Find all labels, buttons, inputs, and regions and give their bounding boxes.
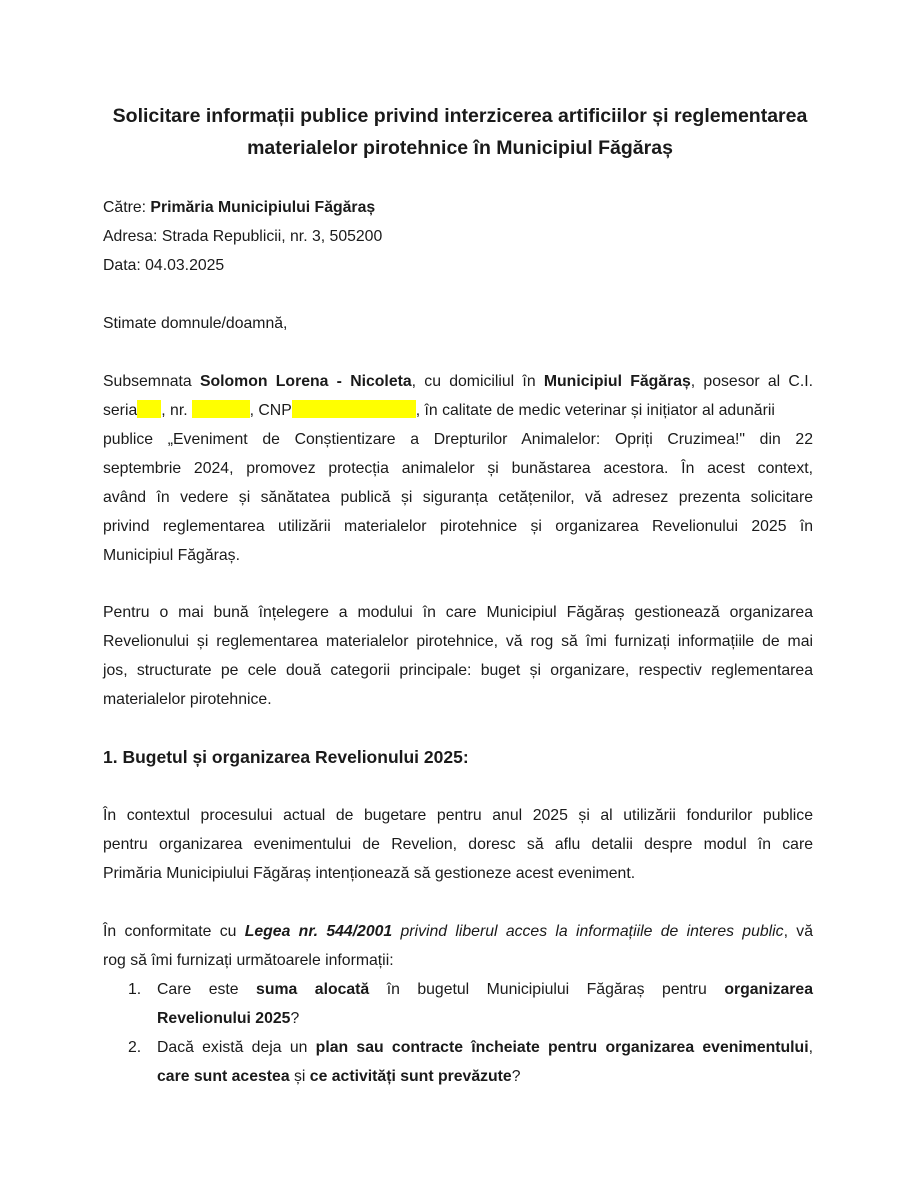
recipient-name: Primăria Municipiului Făgăraș	[150, 199, 376, 216]
intro-line-6: privind reglementarea utilizării materialelor pirotehnice și organizarea Revelionului 2025 în	[103, 518, 813, 535]
list-item-1-line-1: Care este suma alocată în bugetul Municipiului Făgăraș pentru organizarea	[157, 981, 813, 998]
greeting: Stimate domnule/doamnă,	[103, 315, 288, 332]
list-item-1-line-2: Revelionului 2025?	[157, 1010, 300, 1027]
address-line: Adresa: Strada Republicii, nr. 3, 505200	[103, 228, 383, 245]
section1-p1-line-3: Primăria Municipiului Făgăraș intenționează să gestioneze acest eveniment.	[103, 865, 636, 882]
recipient-line: Către: Primăria Municipiului Făgăraș	[103, 199, 376, 216]
section-1-heading: 1. Bugetul și organizarea Revelionului 2025:	[103, 747, 469, 767]
intro-line-2: seria , nr. , CNP , în calitate de medic veterinar și inițiator al adunării	[103, 402, 775, 419]
law-reference: Legea nr. 544/2001	[244, 923, 393, 940]
title-line-1: Solicitare informații publice privind interzicerea artificiilor și reglementarea	[112, 105, 808, 127]
redacted-cnp	[292, 400, 416, 418]
section1-p1-line-2: pentru organizarea evenimentului de Revelion, doresc să aflu detalii despre modul în care	[103, 836, 813, 853]
list-item-2-line-2: care sunt acestea și ce activități sunt prevăzute?	[157, 1068, 521, 1085]
intro-line-7: Municipiul Făgăraș.	[103, 547, 240, 564]
intro-line-3: publice „Eveniment de Conștientizare a Drepturilor Animalelor: Opriți Cruzimea!" din 22	[103, 431, 813, 448]
redacted-number	[192, 400, 250, 418]
date-line: Data: 04.03.2025	[103, 257, 225, 274]
intro-line-5: având în vedere și sănătatea publică și siguranța cetățenilor, vă adresez prezenta solicitare	[103, 489, 813, 506]
list-item-2-line-1: Dacă există deja un plan sau contracte încheiate pentru organizarea evenimentului,	[157, 1039, 813, 1056]
para2-line-1: Pentru o mai bună înțelegere a modului în care Municipiul Făgăraș gestionează organizarea	[103, 604, 813, 621]
redacted-series	[137, 400, 161, 418]
section1-p2-line-1: În conformitate cu Legea nr. 544/2001 privind liberul acces la informațiile de interes public, vă	[103, 923, 813, 940]
para2-line-4: materialelor pirotehnice.	[103, 691, 272, 708]
intro-line-1: Subsemnata Solomon Lorena - Nicoleta, cu domiciliul în Municipiul Făgăraș, posesor al C.I.	[103, 373, 813, 390]
document-title	[90, 100, 830, 164]
title-line-2: materialelor pirotehnice în Municipiul Făgăraș	[247, 137, 673, 159]
para2-line-2: Revelionului și reglementarea materialelor pirotehnice, vă rog să îmi furnizați informațiile de mai	[103, 633, 813, 650]
list-item-1-number: 1.	[128, 981, 142, 998]
intro-line-4: septembrie 2024, promovez protecția animalelor și bunăstarea acestora. În acest context,	[103, 460, 813, 477]
para2-line-3: jos, structurate pe cele două categorii principale: buget și organizare, respectiv reglementarea	[103, 662, 813, 679]
section1-p1-line-1: În contextul procesului actual de bugetare pentru anul 2025 și al utilizării fondurilor publice	[103, 807, 813, 824]
list-item-2-number: 2.	[128, 1039, 142, 1056]
section1-p2-line-2: rog să îmi furnizați următoarele informații:	[103, 952, 394, 969]
